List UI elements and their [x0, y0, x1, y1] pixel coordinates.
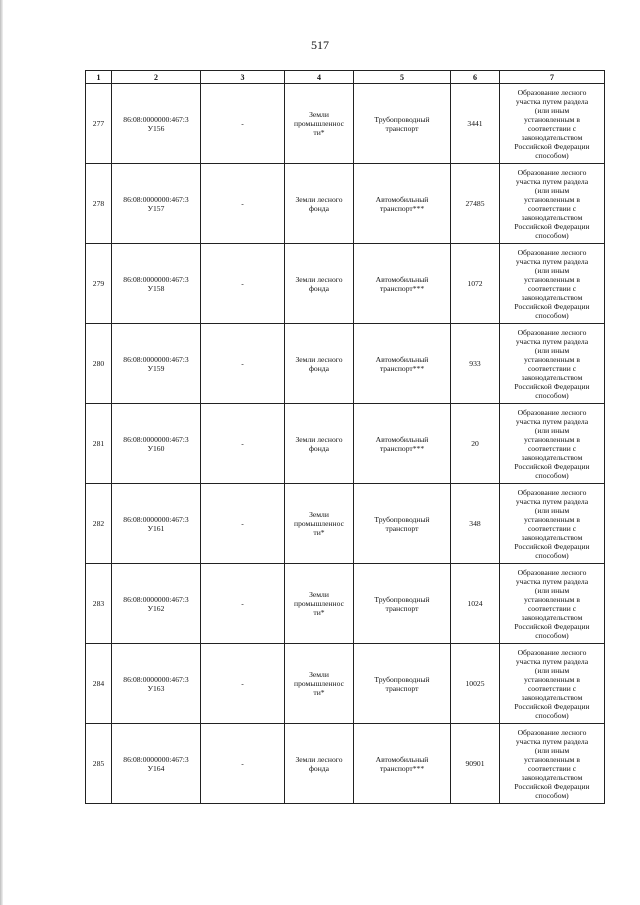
- formation-method: Образование лесного участка путем раздела (или иным установленным в соответствии с законодательством Российской Федерации способом): [500, 644, 605, 724]
- col3-value: -: [201, 244, 285, 324]
- header-col-5: 5: [354, 71, 451, 84]
- area-value: 1024: [451, 564, 500, 644]
- page-number: 517: [311, 38, 329, 52]
- table-row: [86, 484, 605, 564]
- cadastral-number: 86:08:0000000:467:3 У162: [112, 564, 201, 644]
- row-number: 281: [86, 404, 112, 484]
- land-category: Земли промышленнос ти*: [285, 84, 354, 164]
- formation-method: Образование лесного участка путем раздела (или иным установленным в соответствии с законодательством Российской Федерации способом): [500, 404, 605, 484]
- area-value: 27485: [451, 164, 500, 244]
- header-col-2: 2: [112, 71, 201, 84]
- cadastral-number: 86:08:0000000:467:3 У163: [112, 644, 201, 724]
- permitted-use: Автомобильный транспорт***: [354, 244, 451, 324]
- land-category: Земли промышленнос ти*: [285, 644, 354, 724]
- col3-value: -: [201, 484, 285, 564]
- table-row: [86, 724, 605, 804]
- row-number: 277: [86, 84, 112, 164]
- cadastral-number: 86:08:0000000:467:3 У159: [112, 324, 201, 404]
- land-category: Земли лесного фонда: [285, 724, 354, 804]
- row-number: 284: [86, 644, 112, 724]
- land-category: Земли промышленнос ти*: [285, 484, 354, 564]
- land-category: Земли промышленнос ти*: [285, 564, 354, 644]
- land-plots-table: [85, 70, 605, 804]
- land-category: Земли лесного фонда: [285, 404, 354, 484]
- col3-value: -: [201, 84, 285, 164]
- col3-value: -: [201, 324, 285, 404]
- formation-method: Образование лесного участка путем раздела (или иным установленным в соответствии с законодательством Российской Федерации способом): [500, 484, 605, 564]
- row-number: 285: [86, 724, 112, 804]
- cadastral-number: 86:08:0000000:467:3 У157: [112, 164, 201, 244]
- row-number: 280: [86, 324, 112, 404]
- header-col-7: 7: [500, 71, 605, 84]
- formation-method: Образование лесного участка путем раздела (или иным установленным в соответствии с законодательством Российской Федерации способом): [500, 324, 605, 404]
- area-value: 933: [451, 324, 500, 404]
- header-col-1: 1: [86, 71, 112, 84]
- formation-method: Образование лесного участка путем раздела (или иным установленным в соответствии с законодательством Российской Федерации способом): [500, 84, 605, 164]
- col3-value: -: [201, 564, 285, 644]
- land-category: Земли лесного фонда: [285, 244, 354, 324]
- table-row: [86, 644, 605, 724]
- cadastral-number: 86:08:0000000:467:3 У164: [112, 724, 201, 804]
- permitted-use: Трубопроводный транспорт: [354, 564, 451, 644]
- col3-value: -: [201, 404, 285, 484]
- cadastral-number: 86:08:0000000:467:3 У156: [112, 84, 201, 164]
- permitted-use: Автомобильный транспорт***: [354, 324, 451, 404]
- area-value: 90901: [451, 724, 500, 804]
- land-category: Земли лесного фонда: [285, 324, 354, 404]
- permitted-use: Автомобильный транспорт***: [354, 404, 451, 484]
- col3-value: -: [201, 724, 285, 804]
- permitted-use: Трубопроводный транспорт: [354, 84, 451, 164]
- row-number: 279: [86, 244, 112, 324]
- table-header-row: [86, 71, 605, 84]
- area-value: 1072: [451, 244, 500, 324]
- permitted-use: Автомобильный транспорт***: [354, 164, 451, 244]
- col3-value: -: [201, 644, 285, 724]
- table-row: [86, 324, 605, 404]
- header-col-6: 6: [451, 71, 500, 84]
- col3-value: -: [201, 164, 285, 244]
- table-row: [86, 244, 605, 324]
- formation-method: Образование лесного участка путем раздела (или иным установленным в соответствии с законодательством Российской Федерации способом): [500, 164, 605, 244]
- area-value: 20: [451, 404, 500, 484]
- cadastral-number: 86:08:0000000:467:3 У158: [112, 244, 201, 324]
- formation-method: Образование лесного участка путем раздела (или иным установленным в соответствии с законодательством Российской Федерации способом): [500, 244, 605, 324]
- row-number: 278: [86, 164, 112, 244]
- row-number: 282: [86, 484, 112, 564]
- scan-edge: [0, 0, 3, 905]
- land-category: Земли лесного фонда: [285, 164, 354, 244]
- cadastral-number: 86:08:0000000:467:3 У160: [112, 404, 201, 484]
- formation-method: Образование лесного участка путем раздела (или иным установленным в соответствии с законодательством Российской Федерации способом): [500, 564, 605, 644]
- permitted-use: Автомобильный транспорт***: [354, 724, 451, 804]
- header-col-3: 3: [201, 71, 285, 84]
- area-value: 348: [451, 484, 500, 564]
- row-number: 283: [86, 564, 112, 644]
- table-row: [86, 564, 605, 644]
- permitted-use: Трубопроводный транспорт: [354, 484, 451, 564]
- table-row: [86, 84, 605, 164]
- formation-method: Образование лесного участка путем раздела (или иным установленным в соответствии с законодательством Российской Федерации способом): [500, 724, 605, 804]
- header-col-4: 4: [285, 71, 354, 84]
- area-value: 10025: [451, 644, 500, 724]
- area-value: 3441: [451, 84, 500, 164]
- cadastral-number: 86:08:0000000:467:3 У161: [112, 484, 201, 564]
- table-row: [86, 404, 605, 484]
- permitted-use: Трубопроводный транспорт: [354, 644, 451, 724]
- table-row: [86, 164, 605, 244]
